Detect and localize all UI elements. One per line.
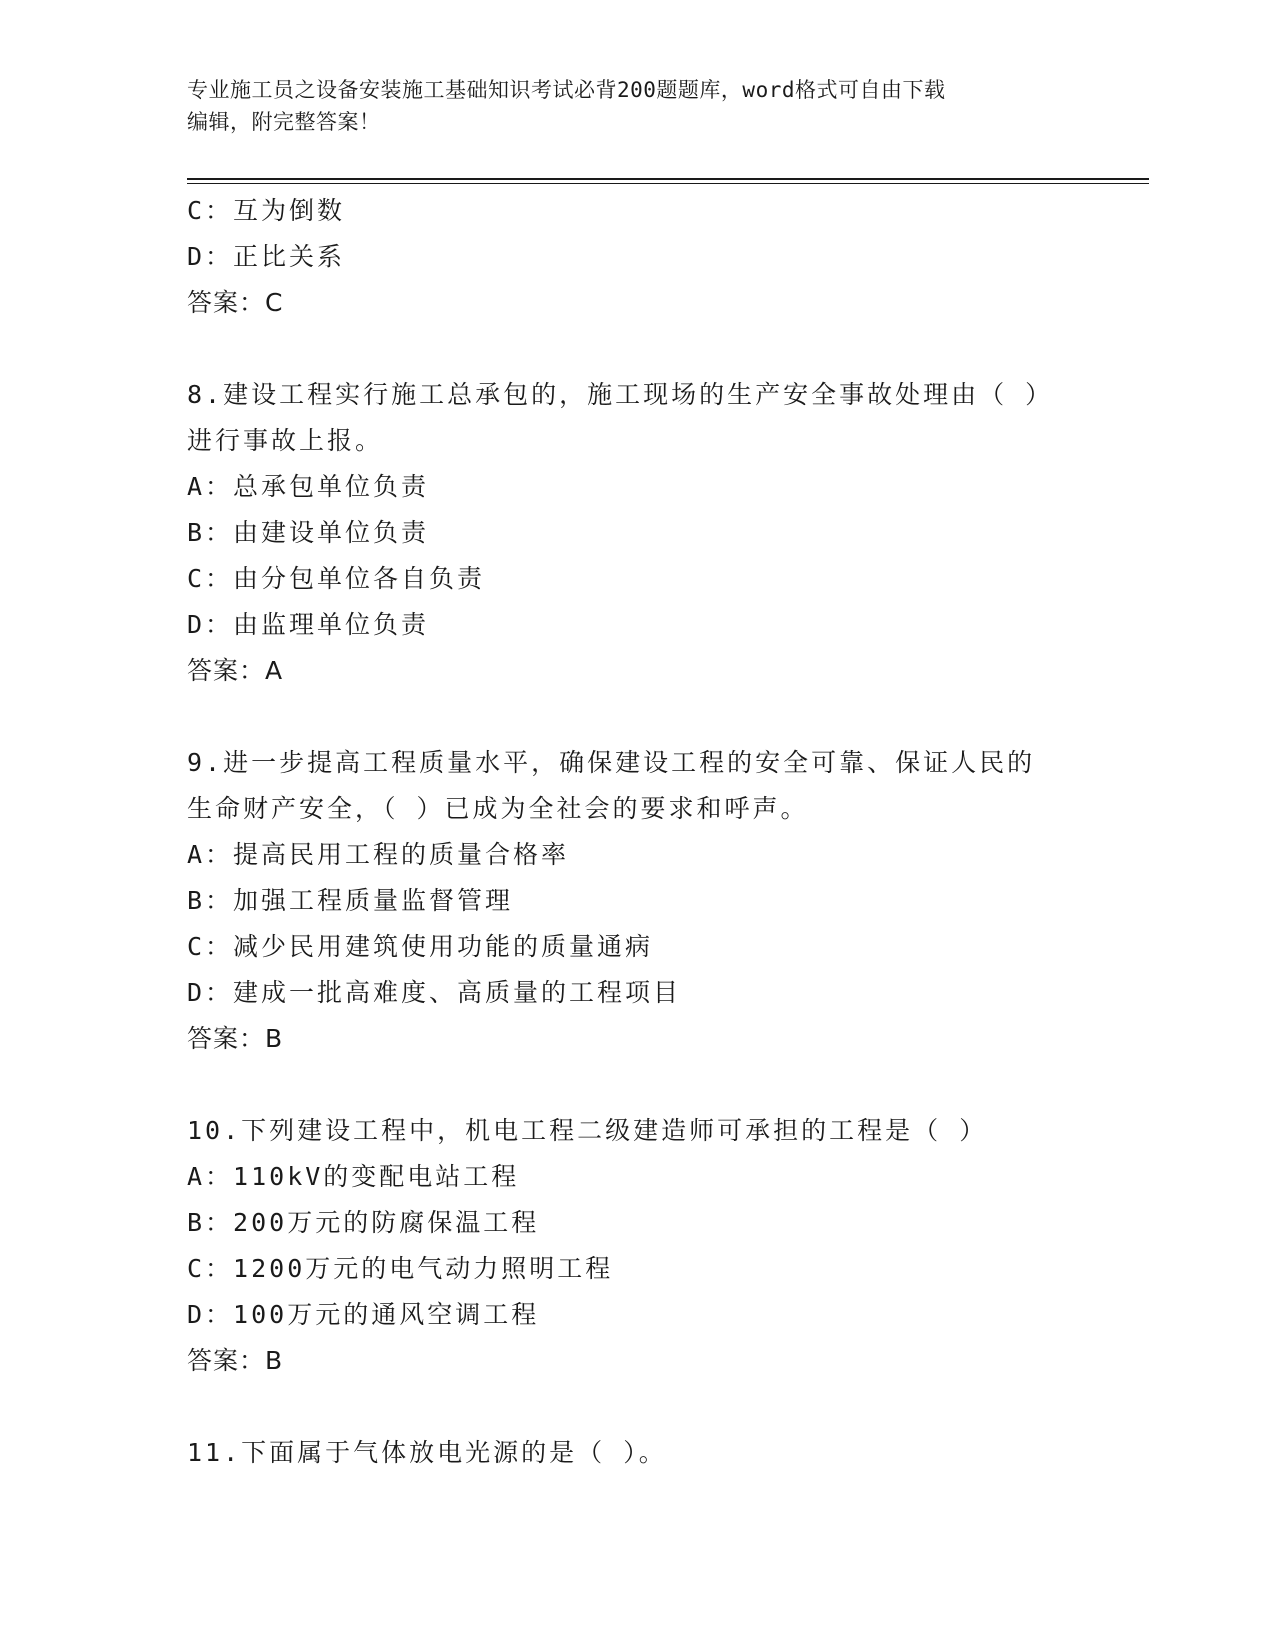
spacer	[187, 1062, 1087, 1108]
spacer	[187, 326, 1087, 372]
spacer	[187, 1384, 1087, 1430]
option-b: B：由建设单位负责	[187, 518, 430, 547]
option-c: C：由分包单位各自负责	[187, 564, 486, 593]
option-b: B：200万元的防腐保温工程	[187, 1208, 540, 1237]
answer: 答案：B	[187, 1024, 284, 1053]
header-divider-thin	[187, 183, 1149, 184]
spacer	[187, 694, 1087, 740]
header-line-1: 专业施工员之设备安装施工基础知识考试必背200题题库，word格式可自由下载	[187, 78, 946, 102]
header-line-2: 编辑，附完整答案！	[187, 110, 381, 134]
option-a: A：110kV的变配电站工程	[187, 1162, 520, 1191]
question-stem-line-1: 10.下列建设工程中，机电工程二级建造师可承担的工程是（ ）	[187, 1116, 988, 1145]
question-list	[187, 188, 1087, 1476]
header-divider-thick	[187, 178, 1149, 180]
question-10	[187, 1108, 1087, 1384]
question-stem-line-1: 9.进一步提高工程质量水平，确保建设工程的安全可靠、保证人民的	[187, 748, 1036, 777]
option-d: D：正比关系	[187, 242, 346, 271]
question-8	[187, 372, 1087, 694]
option-d: D：由监理单位负责	[187, 610, 430, 639]
question-stem-line-2: 生命财产安全，（ ）已成为全社会的要求和呼声。	[187, 794, 809, 823]
question-9	[187, 740, 1087, 1062]
question-11	[187, 1430, 1087, 1476]
answer: 答案：B	[187, 1346, 284, 1375]
option-d: D：建成一批高难度、高质量的工程项目	[187, 978, 682, 1007]
option-a: A：提高民用工程的质量合格率	[187, 840, 570, 869]
option-b: B：加强工程质量监督管理	[187, 886, 514, 915]
option-d: D：100万元的通风空调工程	[187, 1300, 540, 1329]
option-a: A：总承包单位负责	[187, 472, 430, 501]
question-stem-line-2: 进行事故上报。	[187, 426, 384, 455]
answer: 答案：C	[187, 288, 284, 317]
option-c: C：减少民用建筑使用功能的质量通病	[187, 932, 654, 961]
question-stem-line-1: 8.建设工程实行施工总承包的，施工现场的生产安全事故处理由（ ）	[187, 380, 1054, 409]
option-c: C：1200万元的电气动力照明工程	[187, 1254, 614, 1283]
option-c: C：互为倒数	[187, 196, 346, 225]
question-stem-line-1: 11.下面属于气体放电光源的是（ ）。	[187, 1438, 667, 1467]
question-7	[187, 188, 1087, 326]
answer: 答案：A	[187, 656, 284, 685]
document-header	[187, 74, 1077, 138]
